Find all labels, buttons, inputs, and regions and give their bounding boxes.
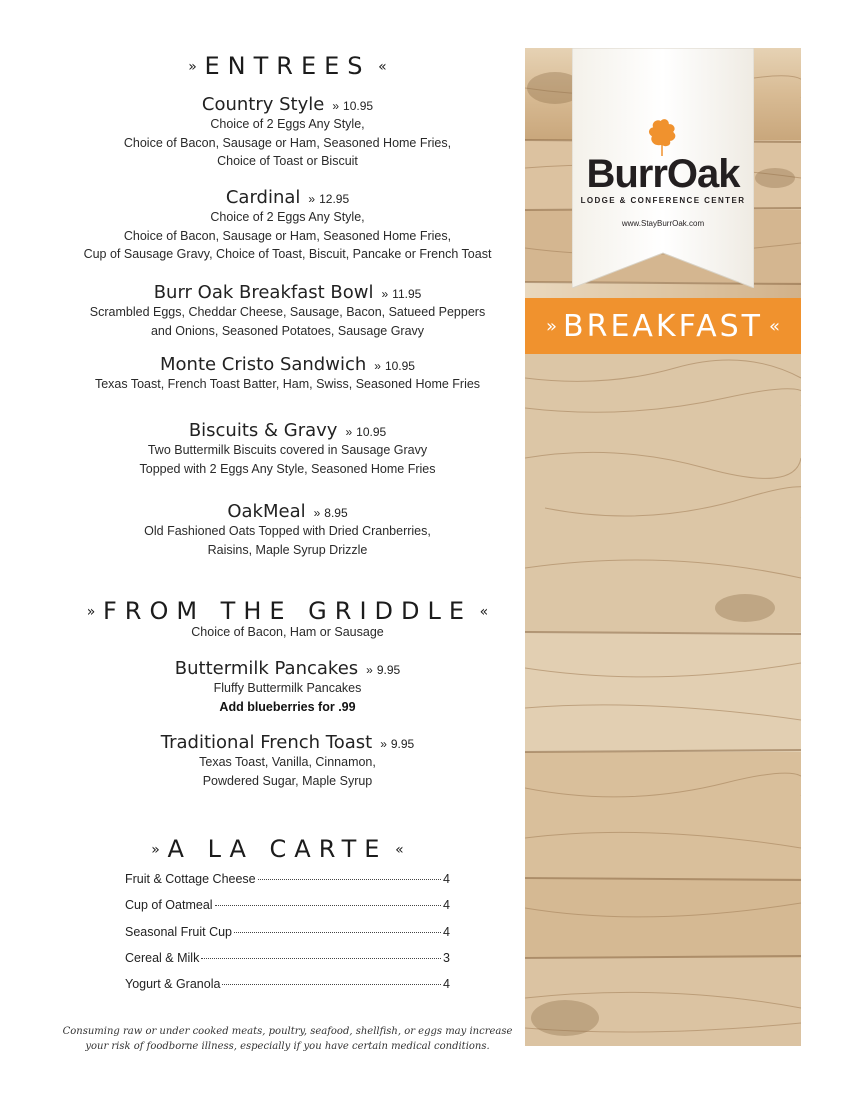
leader-dots [201,958,441,959]
brand-logo [572,118,754,228]
item-price: 10.95 [343,99,374,113]
item-note: Add blueberries for .99 [219,699,356,714]
menu-item-pancakes: Buttermilk Pancakes » 9.95 Fluffy Buttermilk Pancakes Add blueberries for .99 [60,658,515,716]
food-safety-disclaimer: Consuming raw or under cooked meats, poultry, seafood, shellfish, or eggs may increase your risk of foodborne illness, especially if you have certain medical conditions. [62,1026,513,1052]
menu-item-monte-cristo: Monte Cristo Sandwich » 10.95 Texas Toast, French Toast Batter, Ham, Swiss, Seasoned Home Fries [94,354,481,391]
menu-item-breakfast-bowl: Burr Oak Breakfast Bowl » 11.95 Scrambled Eggs, Cheddar Cheese, Sausage, Bacon, Satueed Peppers and Onions, Seasoned Potatoes, Sausage Gravy [89,282,486,338]
griddle-heading: » FROM THE GRIDDLE « [86,597,489,625]
item-price: 11.95 [392,287,422,301]
list-item: Seasonal Fruit Cup 4 [125,925,450,939]
menu-item-country-style: Country Style » 10.95 Choice of 2 Eggs Any Style, Choice of Bacon, Sausage or Ham, Seasoned Home Fries, Choice of Toast or Biscuit [123,94,452,168]
leader-dots [222,984,441,985]
menu-item-oakmeal: OakMeal » 8.95 Old Fashioned Oats Topped with Dried Cranberries, Raisins, Maple Syrup Drizzle [144,501,431,557]
breakfast-title: BREAKFAST [563,308,763,344]
item-price: 9.95 [390,737,415,751]
carte-heading: » A LA CARTE « [151,835,404,863]
list-item: Cereal & Milk 3 [125,951,450,965]
item-price: 8.95 [324,506,348,520]
item-price: 12.95 [319,192,350,206]
brand-subtitle: LODGE & CONFERENCE CENTER [580,196,746,205]
brand-name: BurrOak [586,152,740,196]
menu-item-french-toast: Traditional French Toast » 9.95 Texas Toast, Vanilla, Cinnamon, Powdered Sugar, Maple Syrup [160,732,415,788]
leader-dots [234,932,441,933]
menu-item-cardinal: Cardinal » 12.95 Choice of 2 Eggs Any Style, Choice of Bacon, Sausage or Ham, Seasoned Home Fries, Cup of Sausage Gravy, Choice of Toast, Biscuit, Pancake or French Toast [83,187,492,261]
item-price: 9.95 [376,663,401,677]
leader-dots [215,905,442,906]
griddle-subtitle: Choice of Bacon, Ham or Sausage [191,625,384,639]
leader-dots [258,879,441,880]
list-item: Cup of Oatmeal 4 [125,898,450,912]
item-price: 10.95 [356,425,387,439]
entrees-heading: » ENTREES « [188,52,387,80]
list-item: Yogurt & Granola 4 [125,977,450,991]
brand-url: www.StayBurrOak.com [621,219,705,228]
breakfast-banner: » BREAKFAST « [525,298,801,354]
menu-item-biscuits-gravy: Biscuits & Gravy » 10.95 Two Buttermilk Biscuits covered in Sausage Gravy Topped with 2 Eggs Any Style, Seasoned Home Fries [139,420,436,476]
list-item: Fruit & Cottage Cheese 4 [125,872,450,886]
item-price: 10.95 [384,359,415,373]
